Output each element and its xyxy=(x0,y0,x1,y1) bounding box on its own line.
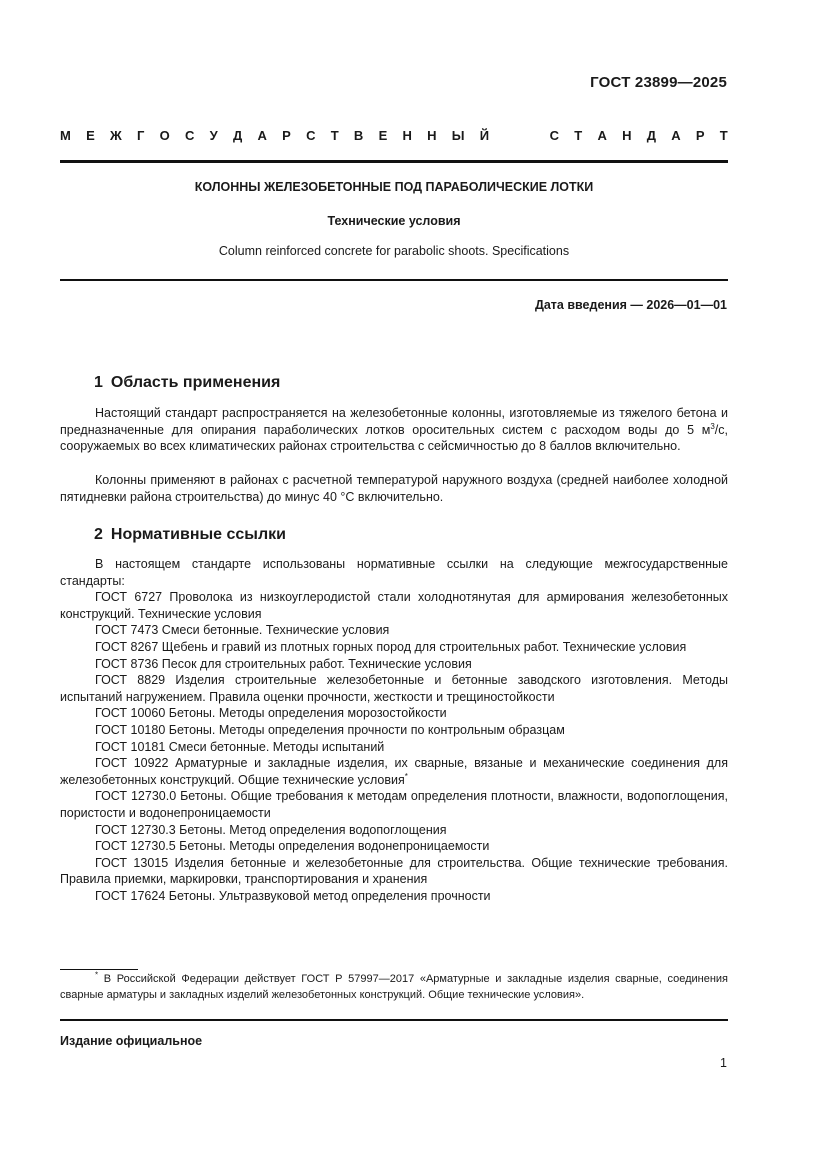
reference-text: ГОСТ 8267 Щебень и гравий из плотных горных пород для строительных работ. Технические условия xyxy=(95,639,687,654)
footnote-separator xyxy=(60,969,138,970)
section-2-heading xyxy=(94,526,286,544)
section-title: Нормативные ссылки xyxy=(110,526,286,543)
footnote-reference-mark: * xyxy=(404,771,408,781)
reference-text: ГОСТ 7473 Смеси бетонные. Технические условия xyxy=(95,623,390,638)
references-list xyxy=(60,556,728,904)
interstate-letter: С xyxy=(306,128,316,143)
reference-item xyxy=(60,788,728,821)
section-number: 1 xyxy=(94,374,103,391)
interstate-letter: Ж xyxy=(110,128,122,143)
reference-item xyxy=(60,622,728,639)
section-title: Область применения xyxy=(110,374,281,391)
document-subtitle: Технические условия xyxy=(327,214,461,228)
references-intro: В настоящем стандарте использованы нормативные ссылки на следующие межгосударственные стандарты: xyxy=(60,557,728,588)
reference-text: ГОСТ 6727 Проволока из низкоуглеродистой стали холоднотянутая для армирования железобетонных конструкций. Технические условия xyxy=(60,590,728,621)
interstate-letter: Й xyxy=(479,128,490,143)
reference-text: ГОСТ 17624 Бетоны. Ультразвуковой метод определения прочности xyxy=(95,888,491,903)
section-1-paragraph-1 xyxy=(60,405,728,455)
footnote-mark: * xyxy=(95,970,99,980)
standard-letter: А xyxy=(671,128,681,143)
reference-text: ГОСТ 10922 Арматурные и закладные изделия, их сварные, вязаные и механические соединения для железобетонных конструкций. Общие технические условия xyxy=(60,756,728,787)
superscript: 3 xyxy=(710,421,715,431)
interstate-letter: Д xyxy=(233,128,243,143)
reference-text: ГОСТ 13015 Изделия бетонные и железобетонные для строительства. Общие технические требования. Правила приемки, маркировки, транспортирования и хранения xyxy=(60,855,728,887)
reference-text: ГОСТ 12730.5 Бетоны. Методы определения водонепроницаемости xyxy=(95,839,490,854)
reference-text: ГОСТ 10180 Бетоны. Методы определения прочности по контрольным образцам xyxy=(95,722,565,737)
standard-letter: Т xyxy=(719,128,728,143)
reference-item xyxy=(60,639,728,656)
interstate-letter: А xyxy=(257,128,267,143)
section-1-heading xyxy=(94,374,280,392)
interstate-letter: Е xyxy=(86,128,95,143)
english-title: Column reinforced concrete for parabolic shoots. Specifications xyxy=(218,244,570,258)
title-rule xyxy=(60,279,728,281)
reference-item xyxy=(60,705,728,722)
interstate-letter: Г xyxy=(137,128,145,143)
introduction-date: Дата введения — 2026—01—01 xyxy=(534,298,727,312)
interstate-letter: В xyxy=(353,128,364,143)
reference-item xyxy=(60,888,728,905)
reference-item xyxy=(60,822,728,839)
document-title: КОЛОННЫ ЖЕЛЕЗОБЕТОННЫЕ ПОД ПАРАБОЛИЧЕСКИЕ ЛОТКИ xyxy=(194,180,594,194)
interstate-letter: Р xyxy=(282,128,291,143)
interstate-letter: Н xyxy=(402,128,412,143)
section-number: 2 xyxy=(94,526,103,543)
reference-item xyxy=(60,739,728,756)
standard-letter: Д xyxy=(646,128,656,143)
interstate-letter: Т xyxy=(330,128,339,143)
interstate-letter: М xyxy=(60,128,71,143)
reference-item xyxy=(60,855,728,888)
official-edition-label: Издание официальное xyxy=(60,1034,203,1048)
header-rule xyxy=(60,160,728,163)
interstate-letter: Е xyxy=(378,128,388,143)
standard-letter: Т xyxy=(574,128,583,143)
standard-letter: А xyxy=(597,128,607,143)
page-number: 1 xyxy=(720,1056,727,1070)
reference-item xyxy=(60,656,728,673)
section-1-paragraph-2: Колонны применяют в районах с расчетной температурой наружного воздуха (средней наиболее холодной пятидневки района строительства) до минус 40 °С включительно. xyxy=(60,473,728,504)
reference-text: ГОСТ 10060 Бетоны. Методы определения морозостойкости xyxy=(95,706,447,721)
paragraph-text: /с, сооружаемых во всех климатических районах строительства с сейсмичностью до 8 баллов включительно. xyxy=(60,422,728,454)
footer-rule xyxy=(60,1019,728,1021)
interstate-letter: О xyxy=(159,128,170,143)
interstate-standard-banner xyxy=(60,128,728,143)
reference-text: ГОСТ 8736 Песок для строительных работ. Технические условия xyxy=(95,656,472,671)
interstate-letter: У xyxy=(209,128,218,143)
standard-letter: Н xyxy=(622,128,632,143)
interstate-letter: Ы xyxy=(451,128,465,143)
interstate-letter: С xyxy=(185,128,195,143)
reference-text: ГОСТ 10181 Смеси бетонные. Методы испытаний xyxy=(95,739,385,754)
reference-text: ГОСТ 12730.3 Бетоны. Метод определения водопоглощения xyxy=(95,822,447,837)
reference-text: ГОСТ 8829 Изделия строительные железобетонные и бетонные заводского изготовления. Методы испытаний нагружением. Правила оценки прочности, жесткости и трещиностойкости xyxy=(60,673,728,704)
footnote-text: В Российской Федерации действует ГОСТ Р 57997—2017 «Арматурные и закладные изделия сварные, соединения сварные арматуры и закладных изделий железобетонных конструкций. Общие технические условия». xyxy=(60,973,728,1001)
reference-item xyxy=(60,589,728,622)
interstate-letter: Н xyxy=(427,128,437,143)
reference-text: ГОСТ 12730.0 Бетоны. Общие требования к методам определения плотности, влажности, водопоглощения, пористости и водонепроницаемости xyxy=(60,789,728,820)
standard-letter: Р xyxy=(695,128,705,143)
paragraph-text: Настоящий стандарт распространяется на железобетонные колонны, изготовляемые из тяжелого бетона и предназначенные для опирания параболических лотков оросительных систем с расходом воды до 5 м xyxy=(60,406,728,437)
reference-item xyxy=(60,838,728,855)
reference-item xyxy=(60,672,728,705)
word-gap xyxy=(504,128,534,143)
document-designation: ГОСТ 23899—2025 xyxy=(590,74,727,91)
reference-item xyxy=(60,722,728,739)
footnote xyxy=(60,972,728,1003)
reference-item xyxy=(60,755,728,788)
standard-letter: С xyxy=(549,128,559,143)
